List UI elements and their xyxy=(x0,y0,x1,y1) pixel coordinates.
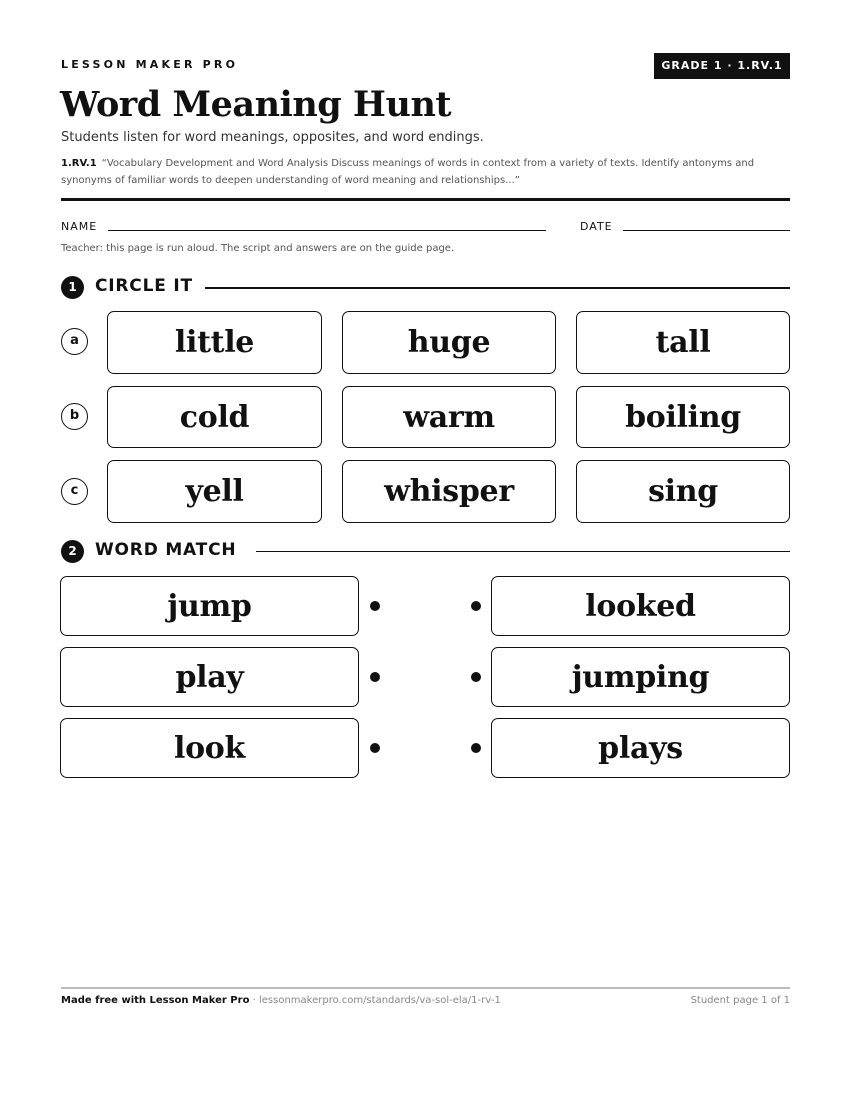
word-card-tall[interactable]: tall xyxy=(576,311,790,374)
page-subtitle: Students listen for word meanings, opposites, and word endings. xyxy=(61,130,484,145)
section-2-title: WORD MATCH xyxy=(95,540,237,560)
match-left-jump[interactable]: jump xyxy=(60,576,359,636)
word-card-sing[interactable]: sing xyxy=(576,460,790,523)
match-dot-left-3[interactable] xyxy=(370,743,380,753)
teacher-note: Teacher: this page is run aloud. The script and answers are on the guide page. xyxy=(61,243,455,254)
match-right-looked[interactable]: looked xyxy=(491,576,790,636)
word-card-warm[interactable]: warm xyxy=(342,386,556,448)
footer-url[interactable]: · lessonmakerpro.com/standards/va-sol-ela/1-rv-1 xyxy=(249,995,501,1006)
word-card-boiling[interactable]: boiling xyxy=(576,386,790,448)
section-1-title: CIRCLE IT xyxy=(95,276,193,296)
page-title: Word Meaning Hunt xyxy=(60,84,452,125)
name-label: NAME xyxy=(61,220,98,233)
match-right-plays[interactable]: plays xyxy=(491,718,790,778)
word-card-little[interactable]: little xyxy=(107,311,322,374)
section-2-number: 2 xyxy=(61,540,84,563)
match-dot-right-1[interactable] xyxy=(471,601,481,611)
standard-code: 1.RV.1 xyxy=(61,158,97,169)
match-dot-right-2[interactable] xyxy=(471,672,481,682)
word-card-huge[interactable]: huge xyxy=(342,311,556,374)
row-marker-a: a xyxy=(61,328,88,355)
match-left-play[interactable]: play xyxy=(60,647,359,707)
name-line[interactable] xyxy=(108,230,546,231)
brand-name: LESSON MAKER PRO xyxy=(61,58,239,71)
match-left-look[interactable]: look xyxy=(60,718,359,778)
section-1-rule xyxy=(205,287,790,289)
standard-text: “Vocabulary Development and Word Analysis Discuss meanings of words in context from a variety of texts. Identify antonyms and synonyms of familiar words to deepen understanding of word meaning and relationships...” xyxy=(61,158,755,186)
match-dot-left-1[interactable] xyxy=(370,601,380,611)
match-dot-right-3[interactable] xyxy=(471,743,481,753)
match-dot-left-2[interactable] xyxy=(370,672,380,682)
section-1-number: 1 xyxy=(61,276,84,299)
date-label: DATE xyxy=(580,220,613,233)
footer-made-with: Made free with Lesson Maker Pro xyxy=(61,995,250,1006)
word-card-cold[interactable]: cold xyxy=(107,386,322,448)
word-card-yell[interactable]: yell xyxy=(107,460,322,523)
header-divider xyxy=(61,198,790,201)
section-2-rule xyxy=(256,551,790,552)
word-card-whisper[interactable]: whisper xyxy=(342,460,556,523)
grade-badge: GRADE 1 · 1.RV.1 xyxy=(654,53,790,79)
standard-description xyxy=(61,155,781,189)
footer-page-number: Student page 1 of 1 xyxy=(690,995,790,1006)
date-line[interactable] xyxy=(623,230,790,231)
footer-credit xyxy=(61,995,501,1006)
match-right-jumping[interactable]: jumping xyxy=(491,647,790,707)
row-marker-b: b xyxy=(61,403,88,430)
footer-divider xyxy=(61,987,790,989)
row-marker-c: c xyxy=(61,478,88,505)
